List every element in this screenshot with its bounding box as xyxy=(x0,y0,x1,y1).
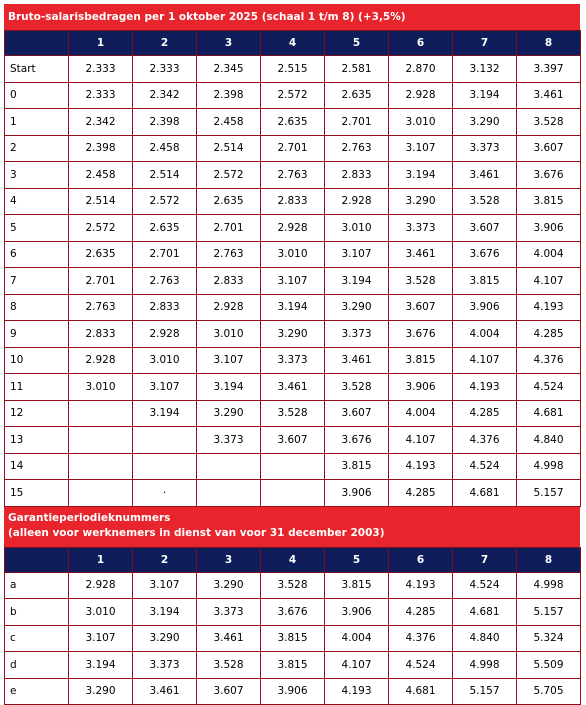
salary-cell: 4.193 xyxy=(517,294,581,321)
salary-cell: 2.342 xyxy=(69,109,133,136)
salary-cell: 3.397 xyxy=(517,56,581,83)
salary-cell xyxy=(197,480,261,507)
salary-cell: 3.906 xyxy=(453,294,517,321)
salary-cell: 2.763 xyxy=(69,294,133,321)
guarantee-column-header xyxy=(5,547,69,572)
salary-row-label: 5 xyxy=(5,215,69,242)
salary-cell: 2.701 xyxy=(133,241,197,268)
guarantee-cell: 3.607 xyxy=(197,678,261,705)
salary-cell: 3.461 xyxy=(453,162,517,189)
salary-cell xyxy=(69,453,133,480)
salary-row-label: 1 xyxy=(5,109,69,136)
guarantee-table xyxy=(4,547,581,705)
salary-cell: 4.840 xyxy=(517,427,581,454)
salary-cell: 2.635 xyxy=(197,188,261,215)
guarantee-row xyxy=(5,572,581,599)
salary-cell xyxy=(261,480,325,507)
guarantee-cell: 3.676 xyxy=(261,599,325,626)
salary-row-label: 6 xyxy=(5,241,69,268)
salary-cell: 2.345 xyxy=(197,56,261,83)
salary-table xyxy=(4,30,581,507)
salary-cell: 4.681 xyxy=(517,400,581,427)
salary-row-label: 2 xyxy=(5,135,69,162)
salary-cell: 4.285 xyxy=(517,321,581,348)
salary-cell: 2.458 xyxy=(133,135,197,162)
salary-cell: 3.373 xyxy=(389,215,453,242)
salary-cell: · xyxy=(133,480,197,507)
guarantee-cell: 3.528 xyxy=(197,652,261,679)
guarantee-cell: 3.373 xyxy=(197,599,261,626)
salary-sheet xyxy=(4,4,580,705)
salary-cell: 3.010 xyxy=(261,241,325,268)
salary-row xyxy=(5,400,581,427)
salary-cell: 3.607 xyxy=(389,294,453,321)
salary-cell: 2.870 xyxy=(389,56,453,83)
guarantee-cell: 4.524 xyxy=(453,572,517,599)
guarantee-row xyxy=(5,652,581,679)
guarantee-row-label: b xyxy=(5,599,69,626)
guarantee-cell: 3.906 xyxy=(261,678,325,705)
salary-cell: 2.635 xyxy=(261,109,325,136)
salary-cell: 3.676 xyxy=(325,427,389,454)
guarantee-cell: 4.998 xyxy=(453,652,517,679)
salary-cell: 2.515 xyxy=(261,56,325,83)
salary-cell: 3.194 xyxy=(133,400,197,427)
salary-cell: 3.906 xyxy=(325,480,389,507)
salary-cell: 3.815 xyxy=(325,453,389,480)
salary-cell: 2.572 xyxy=(69,215,133,242)
salary-row xyxy=(5,135,581,162)
salary-cell: 4.107 xyxy=(453,347,517,374)
guarantee-cell: 4.193 xyxy=(325,678,389,705)
salary-row xyxy=(5,56,581,83)
salary-cell: 2.701 xyxy=(69,268,133,295)
salary-cell: 3.815 xyxy=(389,347,453,374)
salary-row-label: 14 xyxy=(5,453,69,480)
guarantee-cell: 3.290 xyxy=(197,572,261,599)
guarantee-cell: 5.324 xyxy=(517,625,581,652)
guarantee-cell: 4.681 xyxy=(453,599,517,626)
salary-cell: 4.524 xyxy=(453,453,517,480)
salary-cell: 3.194 xyxy=(453,82,517,109)
salary-cell: 3.194 xyxy=(325,268,389,295)
salary-cell: 2.398 xyxy=(197,82,261,109)
salary-cell: 2.701 xyxy=(261,135,325,162)
salary-cell: 3.815 xyxy=(517,188,581,215)
salary-cell: 4.193 xyxy=(389,453,453,480)
guarantee-table-body xyxy=(5,572,581,705)
salary-row-label: 8 xyxy=(5,294,69,321)
salary-cell: 4.285 xyxy=(453,400,517,427)
salary-column-header: 5 xyxy=(325,31,389,56)
salary-cell: 2.763 xyxy=(133,268,197,295)
salary-column-header: 1 xyxy=(69,31,133,56)
salary-cell: 2.514 xyxy=(69,188,133,215)
salary-cell: 2.458 xyxy=(69,162,133,189)
salary-cell: 4.004 xyxy=(389,400,453,427)
salary-cell: 3.373 xyxy=(261,347,325,374)
salary-cell: 4.285 xyxy=(389,480,453,507)
guarantee-title-line1: Garantieperiodieknummers xyxy=(8,511,576,526)
salary-cell: 3.528 xyxy=(389,268,453,295)
guarantee-cell: 5.157 xyxy=(517,599,581,626)
salary-row-label: 0 xyxy=(5,82,69,109)
salary-cell: 3.010 xyxy=(69,374,133,401)
guarantee-cell: 3.194 xyxy=(69,652,133,679)
salary-cell xyxy=(133,453,197,480)
salary-cell: 3.107 xyxy=(389,135,453,162)
salary-row-label: 4 xyxy=(5,188,69,215)
salary-cell: 3.461 xyxy=(325,347,389,374)
salary-row-label: 12 xyxy=(5,400,69,427)
guarantee-column-header: 3 xyxy=(197,547,261,572)
guarantee-cell: 3.010 xyxy=(69,599,133,626)
salary-cell: 2.514 xyxy=(133,162,197,189)
salary-cell: 3.107 xyxy=(325,241,389,268)
salary-row-label: 3 xyxy=(5,162,69,189)
salary-cell: 3.676 xyxy=(517,162,581,189)
guarantee-cell: 4.004 xyxy=(325,625,389,652)
guarantee-cell: 5.509 xyxy=(517,652,581,679)
salary-row xyxy=(5,480,581,507)
salary-cell: 3.010 xyxy=(325,215,389,242)
salary-cell: 2.342 xyxy=(133,82,197,109)
salary-cell: 2.333 xyxy=(69,56,133,83)
guarantee-column-header: 2 xyxy=(133,547,197,572)
salary-row-label: 15 xyxy=(5,480,69,507)
salary-cell: 2.833 xyxy=(197,268,261,295)
guarantee-column-header: 4 xyxy=(261,547,325,572)
salary-cell: 2.833 xyxy=(261,188,325,215)
guarantee-cell: 4.524 xyxy=(389,652,453,679)
salary-cell xyxy=(69,480,133,507)
salary-cell: 3.528 xyxy=(325,374,389,401)
salary-cell: 3.528 xyxy=(453,188,517,215)
guarantee-cell: 3.290 xyxy=(69,678,133,705)
salary-cell: 2.572 xyxy=(197,162,261,189)
salary-table-body xyxy=(5,56,581,507)
guarantee-cell: 3.461 xyxy=(133,678,197,705)
guarantee-cell: 3.107 xyxy=(133,572,197,599)
salary-cell: 3.194 xyxy=(261,294,325,321)
salary-cell: 3.906 xyxy=(517,215,581,242)
guarantee-column-header: 5 xyxy=(325,547,389,572)
salary-cell: 3.461 xyxy=(517,82,581,109)
salary-cell: 3.194 xyxy=(197,374,261,401)
salary-cell: 2.928 xyxy=(69,347,133,374)
salary-cell: 3.607 xyxy=(261,427,325,454)
salary-cell: 3.461 xyxy=(261,374,325,401)
salary-row xyxy=(5,294,581,321)
salary-cell: 4.376 xyxy=(453,427,517,454)
salary-cell: 3.815 xyxy=(453,268,517,295)
salary-cell: 3.676 xyxy=(453,241,517,268)
salary-row-label: 9 xyxy=(5,321,69,348)
salary-row xyxy=(5,215,581,242)
guarantee-column-header: 6 xyxy=(389,547,453,572)
salary-cell: 4.004 xyxy=(517,241,581,268)
salary-table-title: Bruto-salarisbedragen per 1 oktober 2025 (schaal 1 t/m 8) (+3,5%) xyxy=(4,4,580,30)
salary-cell: 2.763 xyxy=(197,241,261,268)
guarantee-cell: 3.290 xyxy=(133,625,197,652)
salary-cell: 3.528 xyxy=(261,400,325,427)
salary-cell: 4.681 xyxy=(453,480,517,507)
salary-row-label: 13 xyxy=(5,427,69,454)
salary-cell: 3.132 xyxy=(453,56,517,83)
salary-cell: 2.581 xyxy=(325,56,389,83)
salary-cell: 3.461 xyxy=(389,241,453,268)
salary-cell: 5.157 xyxy=(517,480,581,507)
salary-cell: 4.524 xyxy=(517,374,581,401)
guarantee-column-header: 7 xyxy=(453,547,517,572)
guarantee-cell: 2.928 xyxy=(69,572,133,599)
salary-row xyxy=(5,188,581,215)
salary-row-label: 10 xyxy=(5,347,69,374)
guarantee-cell: 4.840 xyxy=(453,625,517,652)
salary-cell: 3.290 xyxy=(453,109,517,136)
salary-cell: 2.763 xyxy=(261,162,325,189)
salary-cell: 2.763 xyxy=(325,135,389,162)
salary-row xyxy=(5,109,581,136)
salary-column-header: 4 xyxy=(261,31,325,56)
guarantee-cell: 4.285 xyxy=(389,599,453,626)
guarantee-row-label: a xyxy=(5,572,69,599)
salary-column-header: 2 xyxy=(133,31,197,56)
guarantee-cell: 3.107 xyxy=(69,625,133,652)
salary-cell: 3.607 xyxy=(325,400,389,427)
salary-row xyxy=(5,241,581,268)
salary-cell: 2.398 xyxy=(133,109,197,136)
salary-cell: 3.373 xyxy=(325,321,389,348)
salary-cell: 2.635 xyxy=(69,241,133,268)
salary-row-label: 7 xyxy=(5,268,69,295)
guarantee-cell: 3.906 xyxy=(325,599,389,626)
salary-row xyxy=(5,162,581,189)
salary-cell: 3.107 xyxy=(197,347,261,374)
salary-column-header xyxy=(5,31,69,56)
salary-column-header: 8 xyxy=(517,31,581,56)
salary-cell: 2.833 xyxy=(325,162,389,189)
guarantee-cell: 3.815 xyxy=(325,572,389,599)
salary-row xyxy=(5,82,581,109)
salary-cell xyxy=(197,453,261,480)
salary-cell: 2.833 xyxy=(133,294,197,321)
salary-row-label: 11 xyxy=(5,374,69,401)
salary-cell: 3.906 xyxy=(389,374,453,401)
salary-cell: 3.107 xyxy=(261,268,325,295)
guarantee-column-header: 1 xyxy=(69,547,133,572)
guarantee-title-line2: (alleen voor werknemers in dienst van voor 31 december 2003) xyxy=(8,526,576,541)
salary-cell: 2.514 xyxy=(197,135,261,162)
salary-table-header-row xyxy=(5,31,581,56)
guarantee-table-title xyxy=(4,507,580,547)
guarantee-cell: 3.373 xyxy=(133,652,197,679)
salary-cell: 3.676 xyxy=(389,321,453,348)
guarantee-row xyxy=(5,678,581,705)
salary-column-header: 3 xyxy=(197,31,261,56)
guarantee-row-label: e xyxy=(5,678,69,705)
salary-cell: 2.928 xyxy=(133,321,197,348)
salary-cell: 3.373 xyxy=(453,135,517,162)
guarantee-cell: 3.461 xyxy=(197,625,261,652)
guarantee-cell: 4.376 xyxy=(389,625,453,652)
salary-cell: 2.572 xyxy=(133,188,197,215)
guarantee-cell: 3.815 xyxy=(261,625,325,652)
guarantee-cell: 4.107 xyxy=(325,652,389,679)
guarantee-cell: 4.998 xyxy=(517,572,581,599)
salary-row xyxy=(5,374,581,401)
guarantee-row xyxy=(5,625,581,652)
salary-cell: 2.833 xyxy=(69,321,133,348)
salary-cell: 3.010 xyxy=(389,109,453,136)
salary-column-header: 7 xyxy=(453,31,517,56)
guarantee-row-label: c xyxy=(5,625,69,652)
salary-cell xyxy=(69,400,133,427)
salary-row xyxy=(5,268,581,295)
guarantee-cell: 4.193 xyxy=(389,572,453,599)
guarantee-cell: 3.528 xyxy=(261,572,325,599)
salary-cell: 2.928 xyxy=(261,215,325,242)
salary-cell: 2.635 xyxy=(325,82,389,109)
salary-row xyxy=(5,453,581,480)
guarantee-table-header-row xyxy=(5,547,581,572)
salary-cell: 2.458 xyxy=(197,109,261,136)
salary-cell: 3.107 xyxy=(133,374,197,401)
salary-cell: 2.701 xyxy=(325,109,389,136)
salary-cell: 3.290 xyxy=(261,321,325,348)
salary-cell: 2.928 xyxy=(389,82,453,109)
salary-cell: 3.194 xyxy=(389,162,453,189)
salary-row xyxy=(5,347,581,374)
salary-cell: 4.376 xyxy=(517,347,581,374)
salary-cell: 3.010 xyxy=(133,347,197,374)
salary-cell: 3.373 xyxy=(197,427,261,454)
guarantee-cell: 5.157 xyxy=(453,678,517,705)
salary-cell: 4.998 xyxy=(517,453,581,480)
guarantee-cell: 3.194 xyxy=(133,599,197,626)
salary-cell: 3.290 xyxy=(197,400,261,427)
salary-cell: 4.193 xyxy=(453,374,517,401)
salary-cell: 3.290 xyxy=(389,188,453,215)
salary-cell: 2.572 xyxy=(261,82,325,109)
salary-cell: 4.004 xyxy=(453,321,517,348)
salary-cell: 2.333 xyxy=(69,82,133,109)
salary-row-label: Start xyxy=(5,56,69,83)
salary-cell: 3.528 xyxy=(517,109,581,136)
salary-cell: 3.607 xyxy=(517,135,581,162)
salary-cell: 3.010 xyxy=(197,321,261,348)
guarantee-column-header: 8 xyxy=(517,547,581,572)
salary-cell: 2.333 xyxy=(133,56,197,83)
salary-cell: 4.107 xyxy=(389,427,453,454)
salary-row xyxy=(5,427,581,454)
salary-cell: 2.928 xyxy=(325,188,389,215)
salary-cell xyxy=(69,427,133,454)
salary-cell: 2.635 xyxy=(133,215,197,242)
salary-cell xyxy=(261,453,325,480)
salary-cell: 2.398 xyxy=(69,135,133,162)
guarantee-cell: 5.705 xyxy=(517,678,581,705)
guarantee-cell: 3.815 xyxy=(261,652,325,679)
salary-cell: 3.290 xyxy=(325,294,389,321)
salary-cell xyxy=(133,427,197,454)
salary-cell: 2.701 xyxy=(197,215,261,242)
salary-row xyxy=(5,321,581,348)
guarantee-row-label: d xyxy=(5,652,69,679)
salary-cell: 4.107 xyxy=(517,268,581,295)
salary-cell: 2.928 xyxy=(197,294,261,321)
guarantee-cell: 4.681 xyxy=(389,678,453,705)
salary-cell: 3.607 xyxy=(453,215,517,242)
guarantee-row xyxy=(5,599,581,626)
salary-column-header: 6 xyxy=(389,31,453,56)
